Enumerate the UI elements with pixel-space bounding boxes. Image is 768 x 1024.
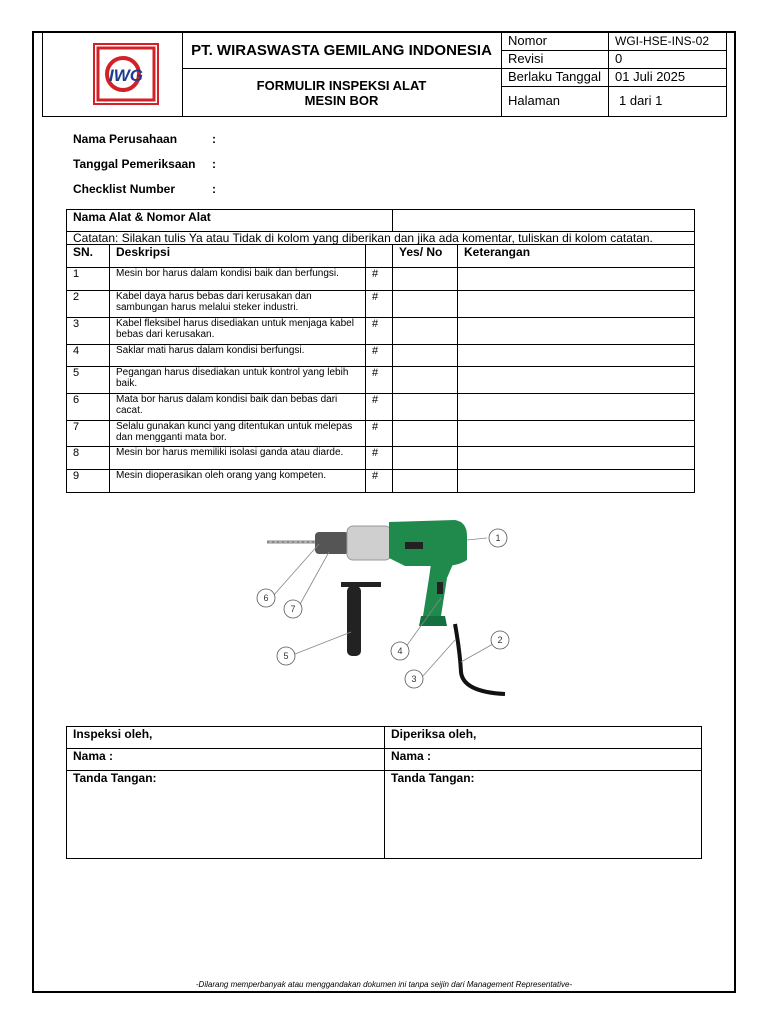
callout-label: 4 bbox=[397, 646, 403, 656]
table-row: 9 Mesin dioperasikan oleh orang yang kompeten. # bbox=[67, 470, 695, 493]
field-label: Checklist Number bbox=[73, 182, 176, 196]
yesno-cell[interactable] bbox=[393, 318, 458, 345]
meta-value: 01 Juli 2025 bbox=[615, 69, 686, 84]
form-title-line2: MESIN BOR bbox=[304, 92, 379, 108]
meta-row-nomor bbox=[502, 33, 727, 51]
yesno-cell[interactable] bbox=[393, 345, 458, 367]
callout-label: 2 bbox=[497, 635, 503, 645]
company-logo bbox=[93, 43, 159, 105]
meta-key: Berlaku Tanggal bbox=[508, 69, 601, 84]
remarks-cell[interactable] bbox=[458, 318, 695, 345]
callout-label: 7 bbox=[290, 604, 296, 614]
yesno-cell[interactable] bbox=[393, 394, 458, 421]
field-date: Tanggal Pemeriksaan : bbox=[73, 157, 216, 171]
svg-text:IWG: IWG bbox=[109, 66, 143, 85]
signature-table bbox=[66, 726, 702, 859]
table-row: 5 Pegangan harus disediakan untuk kontrol yang lebih baik. # bbox=[67, 367, 695, 394]
remarks-cell[interactable] bbox=[458, 447, 695, 470]
yesno-cell[interactable] bbox=[393, 367, 458, 394]
meta-key: Halaman bbox=[508, 93, 561, 108]
checklist-table bbox=[66, 209, 695, 493]
signature-field-left[interactable]: Tanda Tangan: bbox=[67, 771, 385, 859]
meta-key: Nomor bbox=[508, 33, 548, 48]
callout-label: 1 bbox=[495, 533, 501, 543]
remarks-cell[interactable] bbox=[458, 394, 695, 421]
field-label: Nama Perusahaan bbox=[73, 132, 178, 146]
remarks-cell[interactable] bbox=[458, 421, 695, 447]
table-row: 4 Saklar mati harus dalam kondisi berfungsi. # bbox=[67, 345, 695, 367]
remarks-cell[interactable] bbox=[458, 291, 695, 318]
remarks-cell[interactable] bbox=[458, 345, 695, 367]
document-meta bbox=[501, 33, 727, 116]
name-field-left[interactable]: Nama : bbox=[67, 749, 385, 771]
meta-row-halaman bbox=[502, 87, 727, 116]
form-title-line1: FORMULIR INSPEKSI ALAT bbox=[256, 77, 427, 93]
field-company: Nama Perusahaan : bbox=[73, 132, 216, 146]
document-header bbox=[42, 32, 727, 117]
meta-row-berlaku bbox=[502, 69, 727, 87]
name-field-right[interactable]: Nama : bbox=[385, 749, 702, 771]
company-name: PT. WIRASWASTA GEMILANG INDONESIA bbox=[182, 33, 501, 69]
yesno-cell[interactable] bbox=[393, 291, 458, 318]
table-row: 3 Kabel fleksibel harus disediakan untuk menjaga kabel bebas dari kerusakan. # bbox=[67, 318, 695, 345]
table-row: 7 Selalu gunakan kunci yang ditentukan untuk melepas dan mengganti mata bor. # bbox=[67, 421, 695, 447]
meta-value: WGI-HSE-INS-02 bbox=[615, 34, 710, 48]
field-label: Tanggal Pemeriksaan bbox=[73, 157, 196, 171]
callout-label: 3 bbox=[411, 674, 417, 684]
header-desc: Deskripsi bbox=[110, 245, 366, 268]
header-sn: SN. bbox=[67, 245, 110, 268]
footer-disclaimer: -Dilarang memperbanyak atau menggandakan dokumen ini tanpa seijin dari Management Representative- bbox=[195, 980, 573, 989]
drill-diagram bbox=[255, 512, 515, 698]
table-row: 8 Mesin bor harus memiliki isolasi ganda atau diarde. # bbox=[67, 447, 695, 470]
callout-label: 6 bbox=[263, 593, 269, 603]
table-row: 6 Mata bor harus dalam kondisi baik dan bebas dari cacat. # bbox=[67, 394, 695, 421]
tool-row bbox=[67, 210, 695, 232]
header-yesno: Yes/ No bbox=[393, 245, 458, 268]
yesno-cell[interactable] bbox=[393, 268, 458, 291]
remarks-cell[interactable] bbox=[458, 470, 695, 493]
yesno-cell[interactable] bbox=[393, 421, 458, 447]
inspected-by-label: Inspeksi oleh, bbox=[67, 727, 385, 749]
meta-value: 1 dari 1 bbox=[619, 93, 663, 108]
table-row: 1 Mesin bor harus dalam kondisi baik dan berfungsi. # bbox=[67, 268, 695, 291]
meta-key: Revisi bbox=[508, 51, 544, 66]
yesno-cell[interactable] bbox=[393, 447, 458, 470]
signature-field-right[interactable]: Tanda Tangan: bbox=[385, 771, 702, 859]
logo-cell bbox=[43, 33, 183, 116]
table-row: 2 Kabel daya harus bebas dari kerusakan dan sambungan harus melalui steker industri. # bbox=[67, 291, 695, 318]
meta-value: 0 bbox=[615, 51, 623, 66]
yesno-cell[interactable] bbox=[393, 470, 458, 493]
meta-row-revisi bbox=[502, 51, 727, 69]
form-title bbox=[182, 69, 501, 116]
field-checklist-number: Checklist Number : bbox=[73, 182, 216, 196]
note-row bbox=[67, 232, 695, 245]
callout-label: 5 bbox=[283, 651, 289, 661]
remarks-cell[interactable] bbox=[458, 268, 695, 291]
tool-value-cell[interactable] bbox=[393, 210, 695, 232]
checked-by-label: Diperiksa oleh, bbox=[385, 727, 702, 749]
remarks-cell[interactable] bbox=[458, 367, 695, 394]
tool-label: Nama Alat & Nomor Alat bbox=[67, 210, 393, 232]
header-remarks: Keterangan bbox=[458, 245, 695, 268]
table-header-row bbox=[67, 245, 695, 268]
note-text: Catatan: Silakan tulis Ya atau Tidak di kolom yang diberikan dan jika ada komentar, tuliskan di kolom catatan. bbox=[67, 232, 695, 245]
